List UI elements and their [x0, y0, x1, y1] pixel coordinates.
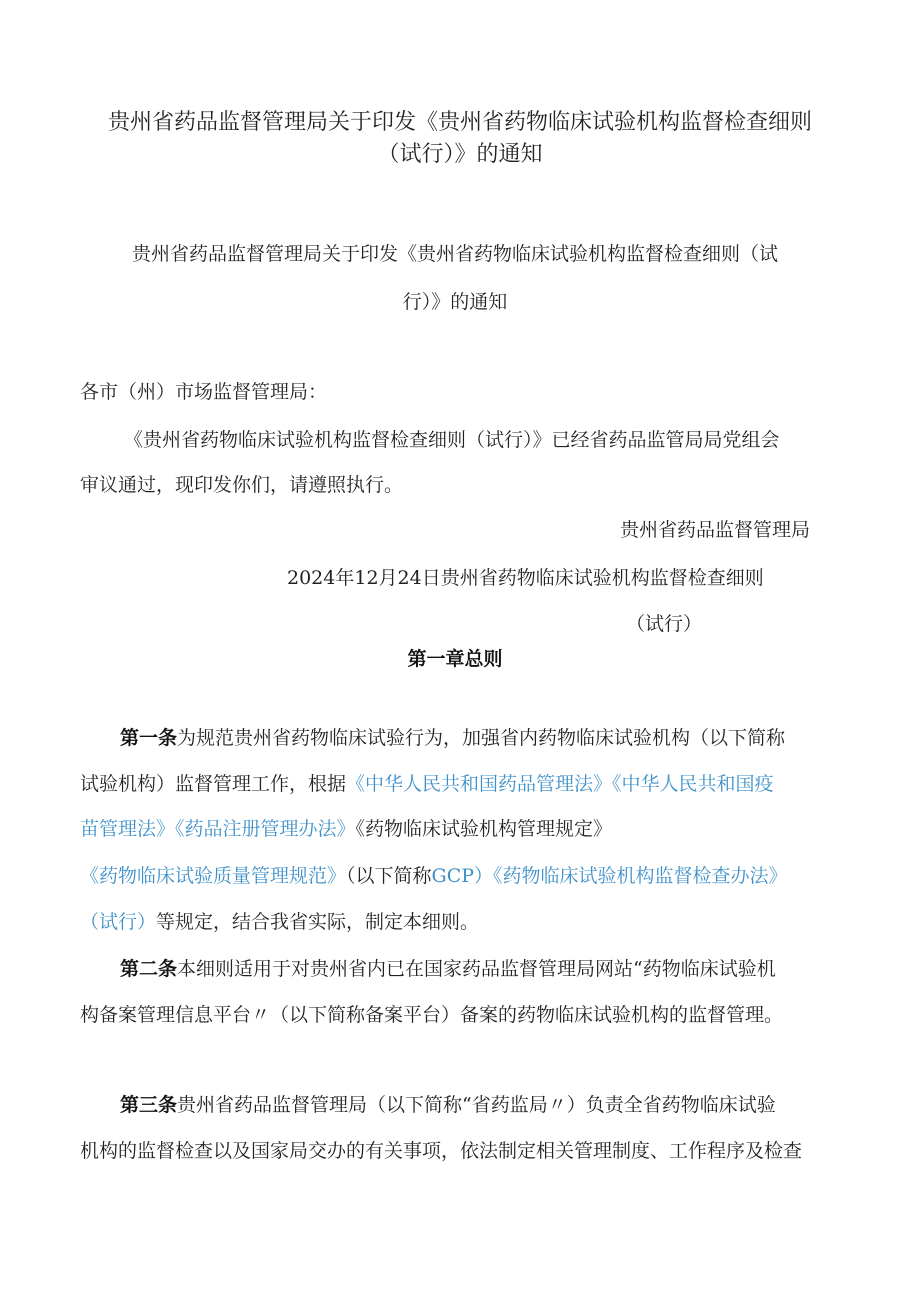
vaccine-administration-law-link[interactable]: 《中华人民共和国疫 — [612, 773, 774, 795]
article-3-text: 贵州省药品监督管理局（以下简称“省药监局〃）负责全省药物临床试验 — [177, 1094, 776, 1116]
addressee: 各市（州）市场监督管理局： — [80, 381, 328, 403]
inspection-measures-link[interactable]: GCP）《药物临床试验机构监督检查办法》 — [431, 865, 788, 887]
drug-administration-law-link[interactable]: 《中华人民共和国药品管理法》 — [346, 773, 613, 795]
article-3-line-1 — [120, 1091, 776, 1119]
article-1-line-4 — [80, 862, 788, 890]
document-title-line-1: 贵州省药品监督管理局关于印发《贵州省药物临床试验机构监督检查细则 — [107, 110, 812, 135]
article-1-line-5 — [80, 908, 479, 936]
article-1-text: （以下简称 — [346, 865, 432, 887]
article-2-line-2: 构备案管理信息平台〃（以下简称备案平台）备案的药物临床试验机构的监督管理。 — [80, 1004, 784, 1026]
vaccine-administration-law-link[interactable]: 苗管理法》 — [80, 818, 176, 840]
notice-subtitle-line-2: 行）》的通知 — [402, 291, 508, 313]
article-2-line-1 — [120, 955, 776, 983]
article-1-text: 《药物临床试验机构管理规定》 — [355, 818, 613, 840]
drug-registration-measures-link[interactable]: 《药品注册管理办法》 — [175, 818, 356, 840]
document-title-line-2: （试行）》的通知 — [377, 142, 543, 167]
issue-date-line: 2024年12月24日贵州省药物临床试验机构监督检查细则 — [287, 567, 764, 589]
article-1-label: 第一条 — [120, 727, 178, 749]
chapter-heading: 第一章总则 — [407, 648, 503, 670]
notice-subtitle-line-1: 贵州省药品监督管理局关于印发《贵州省药物临床试验机构监督检查细则（试 — [131, 243, 778, 265]
inspection-measures-link[interactable]: （试行） — [80, 911, 157, 933]
article-1-text: 等规定，结合我省实际，制定本细则。 — [156, 911, 480, 933]
article-1-text: 为规范贵州省药物临床试验行为，加强省内药物临床试验机构（以下简称 — [177, 727, 786, 749]
article-1-line-3 — [80, 815, 612, 843]
article-2-label: 第二条 — [120, 958, 178, 980]
article-3-line-2: 机构的监督检查以及国家局交办的有关事项，依法制定相关管理制度、工作程序及检查 — [80, 1140, 803, 1162]
article-3-label: 第三条 — [120, 1094, 178, 1116]
gcp-link[interactable]: 《药物临床试验质量管理规范》 — [80, 865, 347, 887]
article-2-text: 本细则适用于对贵州省内已在国家药品监督管理局网站“药物临床试验机 — [177, 958, 776, 980]
article-1-line-2 — [80, 770, 774, 798]
article-1-text: 试验机构）监督管理工作，根据 — [80, 773, 347, 795]
intro-paragraph-line-1: 《贵州省药物临床试验机构监督检查细则（试行）》已经省药品监管局局党组会 — [124, 429, 780, 451]
intro-paragraph-line-2: 审议通过，现印发你们，请遵照执行。 — [80, 474, 404, 496]
issuer-name: 贵州省药品监督管理局 — [620, 519, 811, 541]
article-1-line-1 — [120, 724, 785, 752]
trial-label: （试行） — [626, 613, 703, 635]
